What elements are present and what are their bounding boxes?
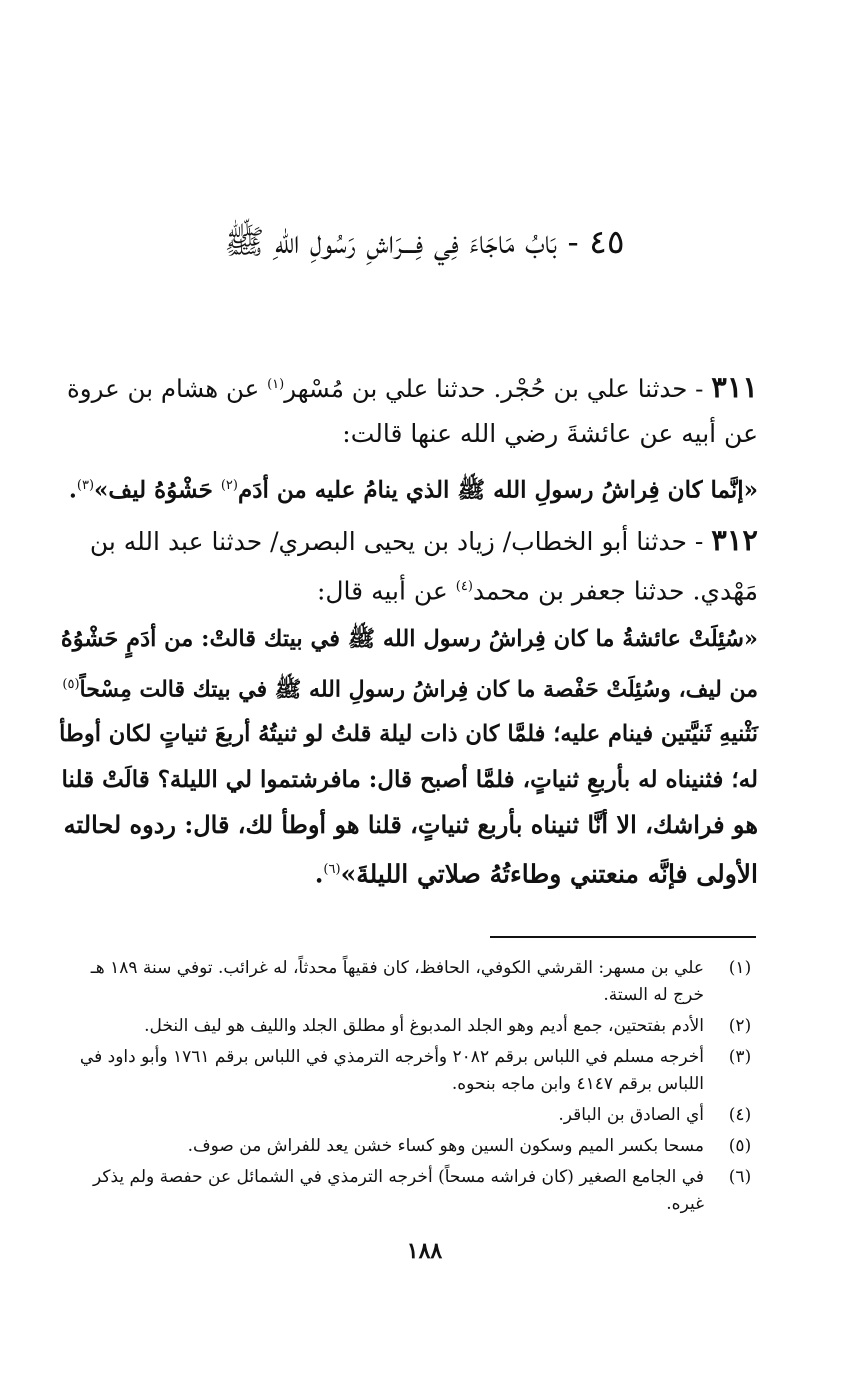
footnote-text: مسحا بكسر الميم وسكون السين وهو كساء خشن يعد للفراش من صوف. (187, 1136, 704, 1156)
footnote-text: الأدم بفتحتين، جمع أديم وهو الجلد المدبوغ أو مطلق الجلد والليف هو ليف النخل. (144, 1016, 704, 1036)
footnote-item (60, 1133, 760, 1160)
footnote-number: (٦) (728, 1167, 752, 1187)
matn-text: «إنَّما كان فِراشُ رسولِ الله ﷺ الذي ينامُ عليه من أدَم (237, 476, 758, 504)
hadith-312-isnad-line-1 (58, 518, 758, 564)
footnote-number: (١) (728, 958, 752, 978)
hadith-312-matn-line-6 (58, 847, 758, 896)
hadith-312-isnad (58, 518, 758, 613)
footnote-number: (٣) (728, 1047, 752, 1067)
footnote-text: في الجامع الصغير (كان فراشه مسحاً) أخرجه الترمذي في الشمائل عن حفصة ولم يذكر غيره. (93, 1167, 704, 1214)
isnad-text: مَهْدي. حدثنا جعفر بن محمد (472, 576, 758, 606)
hadith-312-isnad-line-2 (58, 564, 758, 613)
hadith-311-matn-line (58, 463, 758, 513)
hadith-311-matn (58, 463, 758, 513)
footnote-item (60, 1013, 760, 1040)
hadith-312-matn-line-5: هو فراشك، الا أنَّا ثنيناه بأربع ثنياتٍ، قلنا هو أوطأ لك، قال: ردوه لحالته (63, 810, 758, 840)
hadith-number: ٣١٢ (711, 523, 758, 557)
isnad-text: - حدثنا علي بن حُجْر. حدثنا علي بن مُسْهر (284, 374, 704, 404)
page-number: ١٨٨ (406, 1238, 443, 1264)
hadith-312-matn-line-4: له؛ فثنيناه له بأربعِ ثنياتٍ، فلمَّا أصبح قال: مافرشتموا لي الليلة؟ قالَتْ قلنا (61, 766, 758, 794)
isnad-text: - حدثنا أبو الخطاب/ زياد بن يحيى البصري/ حدثنا عبد الله بن (89, 527, 704, 556)
footnote-text: أخرجه مسلم في اللباس برقم ٢٠٨٢ وأخرجه الترمذي في اللباس برقم ١٧٦١ وأبو داود في اللباس برقم ٤١٤٧ وابن ماجه بنحوه. (79, 1047, 704, 1094)
footnote-ref: (١) (267, 377, 285, 392)
footnote-item (60, 955, 760, 1009)
hadith-311-isnad-line-2: عن أبيه عن عائشةَ رضي الله عنها قالت: (342, 419, 758, 449)
footnote-number: (٤) (728, 1105, 752, 1125)
matn-text: من ليف، وسُئِلَتْ حَفْصة ما كان فِراشُ رسولِ الله ﷺ في بيتك قالت مِسْحاً (79, 676, 758, 703)
footnotes (60, 955, 760, 1222)
hadith-311-isnad-line-1 (58, 362, 758, 411)
footnote-number: (٢) (728, 1016, 752, 1036)
hadith-number: ٣١١ (711, 370, 758, 405)
matn-text: الأولى فإنَّه منعتني وطاءتُهُ صلاتي الليلةَ» (340, 859, 758, 889)
footnote-ref: (٣) (76, 478, 95, 493)
footnote-number: (٥) (728, 1136, 752, 1156)
hadith-312-matn-line-2 (58, 662, 758, 712)
isnad-text: عن هشام بن عروة (66, 374, 268, 404)
hadith-311-isnad (58, 362, 758, 456)
footnote-ref: (٤) (455, 579, 473, 594)
matn-text: . (314, 859, 324, 889)
hadith-312-matn (58, 617, 758, 897)
matn-text: حَشْوُهُ ليف» (94, 476, 221, 504)
isnad-text: عن أبيه قال: (316, 576, 456, 606)
footnote-ref: (٥) (62, 677, 80, 692)
footnote-text: علي بن مسهر: القرشي الكوفي، الحافظ، كان فقيهاً محدثاً، له غرائب. توفي سنة ١٨٩ هـ خرج له الستة. (90, 958, 704, 1005)
footnote-divider (490, 936, 756, 938)
footnote-ref: (٢) (220, 478, 238, 493)
matn-text: . (68, 476, 77, 504)
footnote-ref: (٦) (323, 862, 341, 878)
footnote-text: أي الصادق بن الباقر. (558, 1105, 704, 1125)
hadith-312-matn-line-1: «سُئِلَتْ عائشةُ ما كان فِراشُ رسول الله ﷺ في بيتك قالتْ: من أدَمٍ حَشْوُهُ (60, 626, 758, 652)
footnote-item (60, 1044, 760, 1098)
hadith-312-matn-line-3: نَثْنيهِ ثَنيَّتين فينام عليه؛ فلمَّا كان ذات ليلة قلتُ لو ثنيتُهُ أربعَ ثنياتٍ لكان أوطأ (59, 721, 758, 748)
footnote-item (60, 1102, 760, 1129)
footnote-item (60, 1164, 760, 1218)
chapter-title: ٤٥ - بَابُ مَاجَاءَ فِي فِـــرَاشِ رَسُولِ اللهِ ﷺ (224, 222, 625, 261)
